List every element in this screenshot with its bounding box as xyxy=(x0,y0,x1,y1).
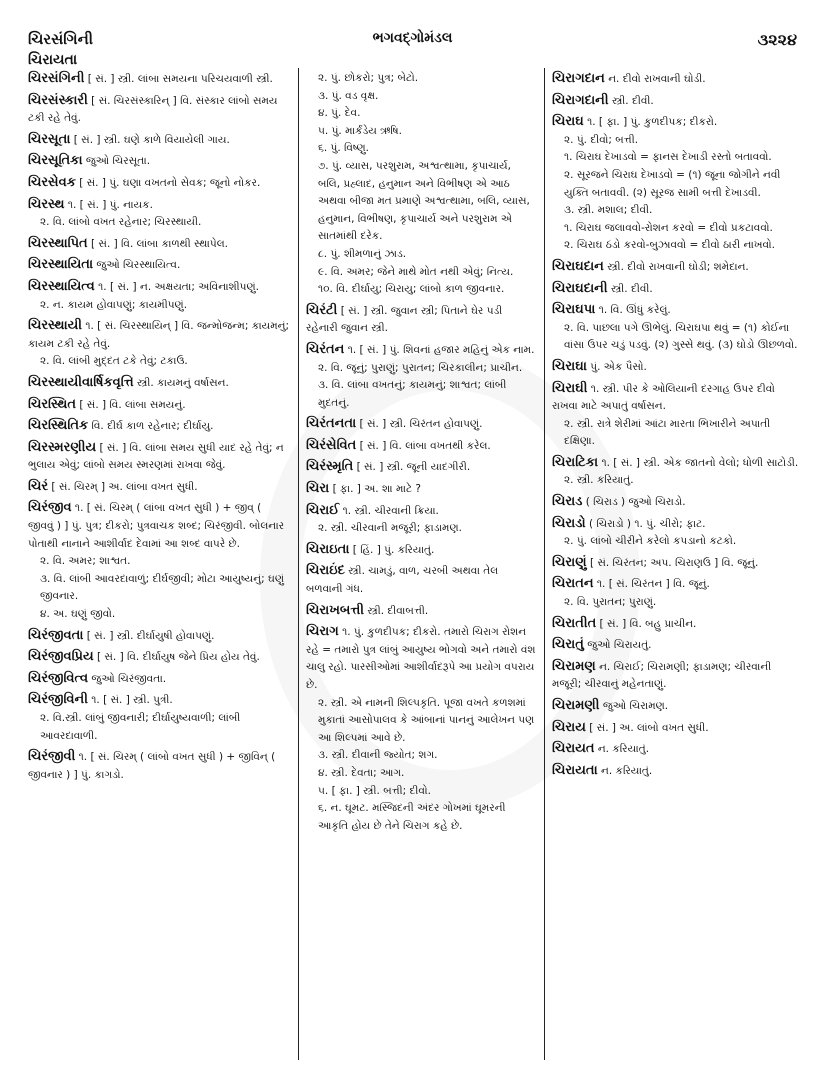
entry-definition: ૧. [ સં. ચિરસ્થાયિન્ ] વિ. જન્મોજન્મ; કાયમનું; કાયમ ટકી રહે તેવું. xyxy=(28,320,290,350)
entry-headword: ચિરસેવક xyxy=(28,174,76,190)
dictionary-entry xyxy=(306,458,536,477)
header-book-title: ભગવદ્ગોમંડલ xyxy=(372,30,453,46)
dictionary-entry xyxy=(28,256,290,275)
dictionary-entry xyxy=(28,417,290,436)
entry-definition: સ્ત્રી. દીવાબત્તી. xyxy=(367,604,429,617)
entry-headword: ચિરંજીવી xyxy=(28,749,76,765)
entry-definition: [ સં. ] વિ. લાંબા વખતથી કરેલ. xyxy=(359,439,491,452)
entry-headword: ચિરાખબત્તી xyxy=(306,602,365,618)
entry-sense: ૨. વિ. પુરાતન; પુરાણું. xyxy=(564,596,657,609)
entry-definition: ન. કરિયાતું. xyxy=(601,764,653,777)
entry-sense: ૨. સ્ત્રી. એ નામની શિલ્પકૃતિ. પૂજા વખતે કળશમાં મુકાતાં આસોપાલવ કે આંબાનાં પાનનું આલેખન પણ આ શિલ્પમાં આવે છે. xyxy=(318,696,535,744)
entry-headword: ચિરસ્મરણીય xyxy=(28,439,97,455)
dictionary-entry xyxy=(552,380,800,451)
dictionary-entry xyxy=(28,131,290,150)
entry-definition: પું. એક પૈસો. xyxy=(590,360,647,373)
entry-headword: ચિરંજીવ xyxy=(28,500,72,516)
entry-definition: [ સં. ] અ. લાંબો વખત સુધી. xyxy=(589,721,709,734)
entry-sense: ૮. પું. શીમળાનું ઝાડ. xyxy=(318,247,407,260)
entry-headword: ચિરાઘદાની xyxy=(552,280,608,296)
entry-headword: ચિરસ્થ xyxy=(28,196,65,212)
entry-definition: [ ફા. ] અ. શા માટે ? xyxy=(332,483,421,496)
entry-headword: ચિરાણું xyxy=(552,554,587,570)
dictionary-entry xyxy=(28,92,290,128)
entry-definition: સ્ત્રી. દીવી. xyxy=(611,94,654,107)
entry-headword: ચિરાઇતા xyxy=(306,541,350,557)
page-header xyxy=(28,30,797,54)
entry-definition: ૧. [ સં. ] ન. અક્ષયતા; અવિનાશીપણું. xyxy=(98,280,259,293)
entry-definition: [ સં. ચિરંતન; અપ. ચિરાણઉ ] વિ. જૂનું. xyxy=(589,556,759,569)
entry-headword: ચિરસ્થાયિત્વ xyxy=(28,278,95,294)
entry-definition: જુઓ ચિરંજીવતા. xyxy=(91,672,167,685)
entry-definition: [ સં. ચિરસંસ્કારિન્ ] વિ. સંસ્કાર લાંબો સમય ટકી રહે તેવું. xyxy=(28,94,278,125)
entry-definition: [ સં. ] વિ. બહુ પ્રાચીન. xyxy=(599,617,697,630)
entry-headword: ચિરામણ xyxy=(552,658,596,674)
entry-definition: ૧. [ સં. ] સ્ત્રી. પુત્રી. xyxy=(91,694,173,707)
entry-headword: ચિરાયતા xyxy=(552,762,598,778)
entry-definition: ૧. [ સં. ચિરંતન ] વિ. જૂનું. xyxy=(596,578,710,591)
entry-definition: જુઓ ચિરાયતું. xyxy=(587,639,652,652)
entry-headword: ચિરસૂતિકા xyxy=(28,153,83,169)
entry-headword: ચિરંટી xyxy=(306,302,338,318)
entry-headword: ચિરાઘ xyxy=(552,114,584,130)
entry-definition: ૧. પું. કુળદીપક; દીકરો. તમારો ચિરાગ રોશન રહે = તમારો પુત્ર લાંબું આયુષ્ય ભોગવો અને તમારો વંશ ચાલુ રહો. પારસીઓમાં આશીર્વાદરૂપે આ પ્રયોગ વપરાય છે. xyxy=(306,626,536,691)
entry-definition: સ્ત્રી. દીવો રાખવાની ઘોડી; શમેદાન. xyxy=(607,260,749,273)
entry-headword: ચિરાટિકા xyxy=(552,454,599,470)
entry-definition: [ સં. ચિરમ્ ] અ. લાંબા વખત સુધી. xyxy=(51,480,198,493)
column-1 xyxy=(28,70,290,787)
dictionary-entry xyxy=(552,636,800,655)
dictionary-entry xyxy=(28,374,290,393)
entry-sense: ૨. સ્ત્રી. રાત્રે શેરીમાં આંટા મારતા ભિખારીને અપાતી દક્ષિણા. xyxy=(564,417,771,448)
entry-definition: [ સં. ] સ્ત્રી. જુવાન સ્ત્રી; પિતાને ઘેર પડી રહેનારી જુવાન સ્ત્રી. xyxy=(306,304,503,335)
entry-headword: ચિરા xyxy=(306,481,330,497)
entry-definition: સ્ત્રી. ચામડું, વાળ, ચરબી અથવા તેલ બળવાની ગંધ. xyxy=(306,565,499,596)
entry-definition: સ્ત્રી. દીવી. xyxy=(610,282,653,295)
dictionary-entry xyxy=(28,439,290,475)
entry-headword: ચિરાગદાની xyxy=(552,92,609,108)
entry-definition: [ સં. ] સ્ત્રી. દીર્ઘાયુષી હોવાપણું. xyxy=(86,629,215,642)
entry-definition: ૧. સ્ત્રી. ચીરવાની ક્રિયા. xyxy=(342,504,439,517)
entry-headword: ચિરંજીવપ્રિય xyxy=(28,649,94,665)
entry-definition: [ સં. ] વિ. લાંબા કાળથી સ્થાપેલ. xyxy=(91,237,228,250)
entry-sense: ૨. ચિરાઘ ઠંડો કરવો-બુઝાવવો = દીવો ઠારી નાખવો. xyxy=(564,239,776,252)
dictionary-entry xyxy=(552,658,800,694)
entry-sense: ૨. વિ. જૂનું; પુરાણું; પુરાતન; ચિરકાલીન; પ્રાચીન. xyxy=(318,361,523,374)
entry-definition: ૧. [ સં. ચિરમ્ ( લાંબા વખત સુધી ) + જીવ્ ( જીવવું ) ] પું. પુત્ર; દીકરો; પુત્રવાચક શબ્દ; ચિરંજીવી. બોલનાર પોતાથી નાનાને આશીર્વાદ દેવામાં આ શબ્દ વાપરે છે. xyxy=(28,502,285,550)
column-3 xyxy=(552,70,800,783)
entry-sense: ૧. ચિરાઘ દેખાડવો = ફાનસ દેખાડી રસ્તો બતાવવો. xyxy=(564,151,772,164)
entry-definition: ન. કરિયાતું. xyxy=(597,743,650,756)
dictionary-entry xyxy=(28,152,290,171)
dictionary-entry xyxy=(306,602,536,621)
dictionary-entry xyxy=(552,70,800,89)
entry-sense: ૩. સ્ત્રી. દીવાની જ્યોત; શગ. xyxy=(318,749,438,762)
entry-headword: ચિરાગ xyxy=(306,624,339,640)
dictionary-entry xyxy=(306,562,536,598)
dictionary-entry xyxy=(552,493,800,512)
entry-sense: ૩. પું. વડ વૃક્ષ. xyxy=(318,89,379,102)
dictionary-entry xyxy=(552,515,800,551)
entry-headword: ચિરસ્થાયી xyxy=(28,318,83,334)
entry-definition: [ સં. ] સ્ત્રી. ચિરંતન હોવાપણું. xyxy=(359,418,483,431)
entry-definition: જુઓ ચિરસ્થાયિત્વ. xyxy=(96,259,181,272)
entry-definition: ૧. [ સં. ] પું. નાયક. xyxy=(67,198,153,211)
dictionary-entry xyxy=(306,415,536,434)
entry-headword: ચિરં xyxy=(28,478,49,494)
dictionary-entry xyxy=(552,719,800,738)
dictionary-entry xyxy=(28,278,290,314)
entry-headword: ચિરસ્થાયિતા xyxy=(28,257,94,273)
entry-sense: ૨. પું. છોકરો; પુત્ર; બેટો. xyxy=(318,72,419,84)
dictionary-entry xyxy=(28,478,290,497)
entry-sense: ૨. પું. દીવો; બત્તી. xyxy=(564,133,639,146)
dictionary-entry xyxy=(306,302,536,338)
header-guide-word-left: ચિરસંગિની xyxy=(28,30,94,48)
entry-definition: [ હિં. ] પું. કરિયાતું. xyxy=(352,543,435,556)
entry-headword: ચિરાગદાન xyxy=(552,71,605,86)
dictionary-entry xyxy=(306,623,536,835)
entry-headword: ચિરાતન xyxy=(552,576,594,592)
entry-headword: ચિરસંગિની xyxy=(28,71,85,86)
entry-headword: ચિરાતીત xyxy=(552,615,597,631)
dictionary-entry xyxy=(28,627,290,646)
entry-definition: ૧. [ સં. ] પું. શિવનાં હજાર મહિનું એક નામ. xyxy=(347,343,535,356)
dictionary-entry xyxy=(28,396,290,415)
entry-headword: ચિરસ્થિતિક xyxy=(28,418,89,434)
entry-headword: ચિરંજીવિત્વ xyxy=(28,670,89,686)
entry-definition: [ સં. ] સ્ત્રી. ઘણે કાળે વિયાયેલી ગાય. xyxy=(73,133,230,146)
entry-sense: ૨. સ્ત્રી. કરિયાતું. xyxy=(564,474,634,487)
dictionary-entry xyxy=(28,70,290,89)
dictionary-entry xyxy=(28,196,290,232)
entry-headword: ચિરાઘી xyxy=(552,380,588,396)
entry-headword: ચિરસ્થિત xyxy=(28,396,77,412)
entry-headword: ચિરામણી xyxy=(552,698,600,713)
entry-definition: ન. ચિરાઈ; ચિરામણી; ફાડામણ; ચીરવાની મજૂરી; ચીરવાનું મહેનતાણું. xyxy=(552,660,772,691)
entry-sense: ૬. ન. ઘૂમટ. મસ્જિદની અંદર ગોખમાં ઘૂમરની આકૃતિ હોય છે તેને ચિરાગ કહે છે. xyxy=(318,802,506,832)
entry-definition: ( ચિરાડ ) જુઓ ચિરાડો. xyxy=(585,496,686,509)
entry-sense: ૩. સ્ત્રી. મશાલ; દીવી. xyxy=(564,204,653,217)
column-rule xyxy=(544,68,545,1060)
entry-headword: ચિરાઈ xyxy=(306,502,340,518)
entry-sense: ૨. ન. કાયમ હોવાપણું; કાયમીપણું. xyxy=(40,298,188,311)
entry-definition: ( ચિરાડો ) ૧. પું. ચીરો; ફાટ. xyxy=(588,517,706,530)
dictionary-entry xyxy=(552,740,800,759)
entry-headword: ચિરંતન xyxy=(306,341,345,357)
entry-sense: ૧૦. વિ. દીર્ઘાયુ; ચિરાયુ; લાંબો કાળ જીવનાર. xyxy=(318,283,505,296)
entry-definition: [ સં. ] સ્ત્રી. લાંબા સમયના પરિચયવાળી સ્ત્રી. xyxy=(87,73,273,85)
entry-headword: ચિરાડો xyxy=(552,515,586,531)
dictionary-entry xyxy=(28,174,290,193)
dictionary-entry xyxy=(306,541,536,560)
entry-headword: ચિરસંસ્કારી xyxy=(28,92,88,108)
dictionary-entry xyxy=(28,317,290,371)
entry-sense: ૪. પું. દેવ. xyxy=(318,107,361,120)
entry-headword: ચિરંસેવિત xyxy=(306,437,357,453)
entry-sense: ૫. પું. માર્કંડેય ઋષિ. xyxy=(318,124,402,137)
entry-headword: ચિરાઘપા xyxy=(552,302,596,318)
entry-definition: ૧. વિ. ઊંધું કરેલું. xyxy=(598,304,671,317)
entry-headword: ચિરાઘદાન xyxy=(552,258,604,274)
entry-sense: ૭. પું. વ્યાસ, પરશુરામ, અશ્વત્થામા, કૃપાચાર્ય, બલિ, પ્રહ્લાદ, હનુમાન અને વિભીષણ એ આઠ અથવા બીજા મત પ્રમાણે અશ્વત્થામા, બલિ, વ્યાસ, હનુમાન, વિભીષણ, કૃપાચાર્ય અને પરશુરામ એ સાતમાંથી દરેક. xyxy=(318,159,530,243)
dictionary-entry xyxy=(28,748,290,784)
dictionary-entry xyxy=(552,358,800,377)
column-rule xyxy=(298,68,299,1060)
entry-sense: ૪. સ્ત્રી. દેવતા; આગ. xyxy=(318,766,405,779)
entry-headword: ચિરંસ્મૃતિ xyxy=(306,459,354,475)
entry-definition: જુઓ ચિરામણ. xyxy=(602,700,669,712)
entry-sense: ૨. વિ. લાંબો વખત રહેનાર; ચિરસ્થાયી. xyxy=(40,216,202,229)
dictionary-entry xyxy=(28,235,290,254)
entry-headword: ચિરાડ xyxy=(552,494,583,510)
entry-sense: ૨. સ્ત્રી. ચીરવાની મજૂરી; ફાડામણ. xyxy=(318,522,462,535)
entry-headword: ચિરંતનતા xyxy=(306,416,357,432)
dictionary-entry xyxy=(28,670,290,689)
dictionary-entry xyxy=(552,554,800,573)
entry-sense: ૨. સૂરજને ચિરાઘ દેખાડવો = (૧) જૂના જોગીને નવી યુક્તિ બતાવવી. (૨) સૂરજ સામી બત્તી દેખાડવી. xyxy=(564,168,781,199)
entry-headword: ચિરંજીવતા xyxy=(28,627,84,643)
dictionary-entry xyxy=(306,502,536,538)
page-number: ૩૨૨૪ xyxy=(757,30,797,49)
dictionary-entry xyxy=(552,301,800,355)
entry-definition: [ સં. ] વિ. દીર્ઘાયુષ જેને પ્રિય હોય તેવું. xyxy=(96,651,260,664)
entry-definition: વિ. દીર્ઘ કાળ રહેનાર; દીર્ઘાયુ. xyxy=(91,420,214,433)
entry-headword: ચિરાયત xyxy=(552,741,595,757)
dictionary-entry xyxy=(552,113,800,255)
dictionary-entry xyxy=(28,499,290,623)
entry-sense: ૨. પું. લાંબો ચીરીને કરેલો કપડાનો કટકો. xyxy=(564,535,737,548)
dictionary-entry xyxy=(552,762,800,781)
entry-definition: [ સં. ] સ્ત્રી. જૂની યાદગીરી. xyxy=(356,461,471,474)
dictionary-entry xyxy=(552,280,800,299)
entry-headword: ચિરસ્થાપિત xyxy=(28,235,88,251)
entry-sense: ૩. વિ. લાંબા વખતનું; કાયમનું; શાશ્વત; લાંબી મુદતનું. xyxy=(318,379,507,409)
entry-sense: ૨. વિ. લાંબી મુદ્દત ટકે તેવું; ટકાઉ. xyxy=(40,355,188,368)
entry-sense: ૨. વિ. પાછલા પગે ઊભેલું. ચિરાઘપા થવું = (૧) કોઈના વાંસા ઉપર ચડું પડવું. (૨) ગુસ્સે થવું. (૩) ઘોડો ઊછળવો. xyxy=(564,321,798,352)
entry-headword: ચિરાઇંદ xyxy=(306,563,345,579)
dictionary-entry xyxy=(306,480,536,499)
entry-definition: ૧. [ ફા. ] પું. કુળદીપક; દીકરો. xyxy=(587,116,718,129)
entry-definition: [ સં. ] વિ. લાંબા સમય સુધી યાદ રહે તેવું; ન ભુલાય એવું; લાંબો સમય સ્મરણમાં રાખવા જેવું. xyxy=(28,441,284,472)
entry-headword: ચિરાઘા xyxy=(552,358,587,374)
dictionary-entry xyxy=(552,615,800,634)
entry-definition: ન. દીવો રાખવાની ઘોડી. xyxy=(608,73,706,85)
entry-headword: ચિરસ્થાયીવાર્ષિકવૃત્તિ xyxy=(28,374,134,390)
entry-sense: ૬. પું. વિષ્ણુ. xyxy=(318,142,370,155)
entry-definition: જુઓ ચિરસૂતા. xyxy=(85,155,151,168)
column-2 xyxy=(306,70,536,838)
dictionary-entry xyxy=(28,648,290,667)
dictionary-entry xyxy=(306,437,536,456)
entry-sense: ૫. [ ફા. ] સ્ત્રી. બત્તી; દીવો. xyxy=(318,784,431,797)
entry-sense: ૨. વિ. અમર; શાશ્વત. xyxy=(40,555,131,568)
entry-headword: ચિરંજીવિની xyxy=(28,692,88,708)
dictionary-entry xyxy=(552,258,800,277)
entry-definition: [ સં. ] પું. ઘણા વખતનો સેવક; જૂનો નોકર. xyxy=(79,176,261,189)
entry-sense: ૯. વિ. અમર; જેને માથે મોત નથી એવું; નિત્ય. xyxy=(318,265,514,278)
dictionary-entry xyxy=(306,70,536,299)
entry-headword: ચિરાતું xyxy=(552,637,584,653)
entry-definition: ૧. સ્ત્રી. પીર કે ઓલિયાની દરગાહ ઉપર દીવો રાખવા માટે અપાતું વર્ષાસન. xyxy=(552,382,775,413)
entry-sense: ૪. અ. ઘણું જીવો. xyxy=(40,608,116,621)
dictionary-entry xyxy=(306,341,536,412)
dictionary-entry xyxy=(552,575,800,611)
entry-headword: ચિરાય xyxy=(552,719,586,735)
entry-sense: ૧. ચિરાઘ જલાવવો-રોશન કરવો = દીવો પ્રકટાવવો. xyxy=(564,221,773,234)
dictionary-entry xyxy=(552,697,800,716)
entry-definition: સ્ત્રી. કાયમનું વર્ષાસન. xyxy=(137,376,229,389)
entry-definition: ૧. [ સં. ચિરમ્ ( લાંબો વખત સુધી ) + જીવિન્ ( જીવનાર ) ] પું. કાગડો. xyxy=(28,751,276,781)
entry-definition: ૧. [ સં. ] સ્ત્રી. એક જાતનો વેલો; ધોળી સાટોડી. xyxy=(601,456,799,469)
dictionary-entry xyxy=(28,691,290,745)
header-guide-word-right: ચિરાયતા xyxy=(28,52,78,68)
entry-definition: [ સં. ] વિ. લાંબા સમયનું. xyxy=(79,398,186,411)
entry-headword: ચિરસૂતા xyxy=(28,131,71,147)
entry-sense: ૨. વિ.સ્ત્રી. લાંબું જીવનારી; દીર્ઘાયુષ્યવાળી; લાંબી આવરદાવાળી. xyxy=(40,712,241,742)
dictionary-entry xyxy=(552,454,800,490)
entry-sense: ૩. વિ. લાંબી આવરદાવાળું; દીર્ઘજીવી; મોટા આયુષ્યનું; ઘણું જીવનાર. xyxy=(40,572,284,603)
dictionary-entry xyxy=(552,92,800,111)
